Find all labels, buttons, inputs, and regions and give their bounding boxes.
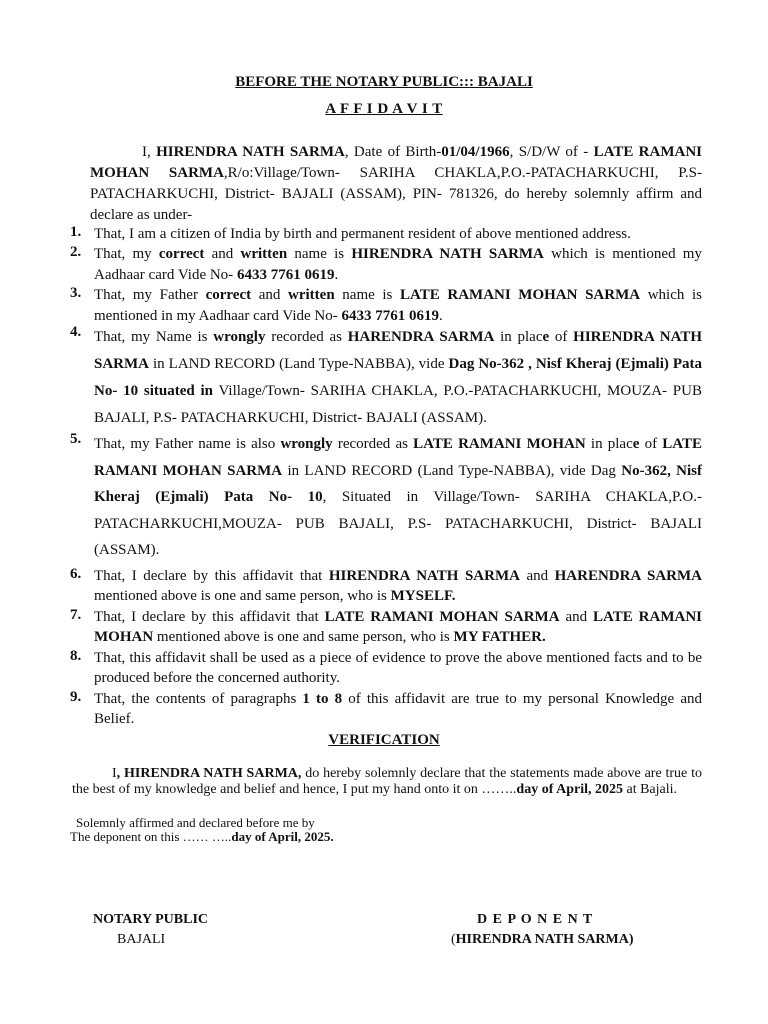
attestation-line-2: The deponent on this …… …..day of April, 2025. bbox=[70, 829, 334, 844]
document-title: BEFORE THE NOTARY PUBLIC::: BAJALI bbox=[235, 74, 533, 90]
deponent-name: (HIRENDRA NATH SARMA) bbox=[451, 932, 634, 947]
verification-paragraph: I, HIRENDRA NATH SARMA, do hereby solemnly declare that the statements made above are true to the best of my knowledge and belief and hence, I put my hand onto it on ……..day of April, 2025 at Bajali. bbox=[72, 766, 702, 797]
verification-heading: VERIFICATION bbox=[328, 732, 440, 748]
document-subtitle: A F F I D A V I T bbox=[325, 101, 443, 117]
notary-title: NOTARY PUBLIC bbox=[93, 912, 209, 927]
deponent-title: D E P O N E N T bbox=[477, 912, 594, 927]
attestation-line-1: Solemnly affirmed and declared before me by bbox=[76, 815, 315, 830]
intro-paragraph: I, HIRENDRA NATH SARMA, Date of Birth-01/04/1966, S/D/W of - LATE RAMANI MOHAN SARMA,R/o:Village/Town- SARIHA CHAKLA,P.O.-PATACHARKUCHI, P.S-PATACHARKUCHI, District- BAJALI (ASSAM), PIN- 781326, do hereby solemnly affirm and declare as under- bbox=[90, 144, 703, 223]
notary-place: BAJALI bbox=[117, 932, 166, 947]
